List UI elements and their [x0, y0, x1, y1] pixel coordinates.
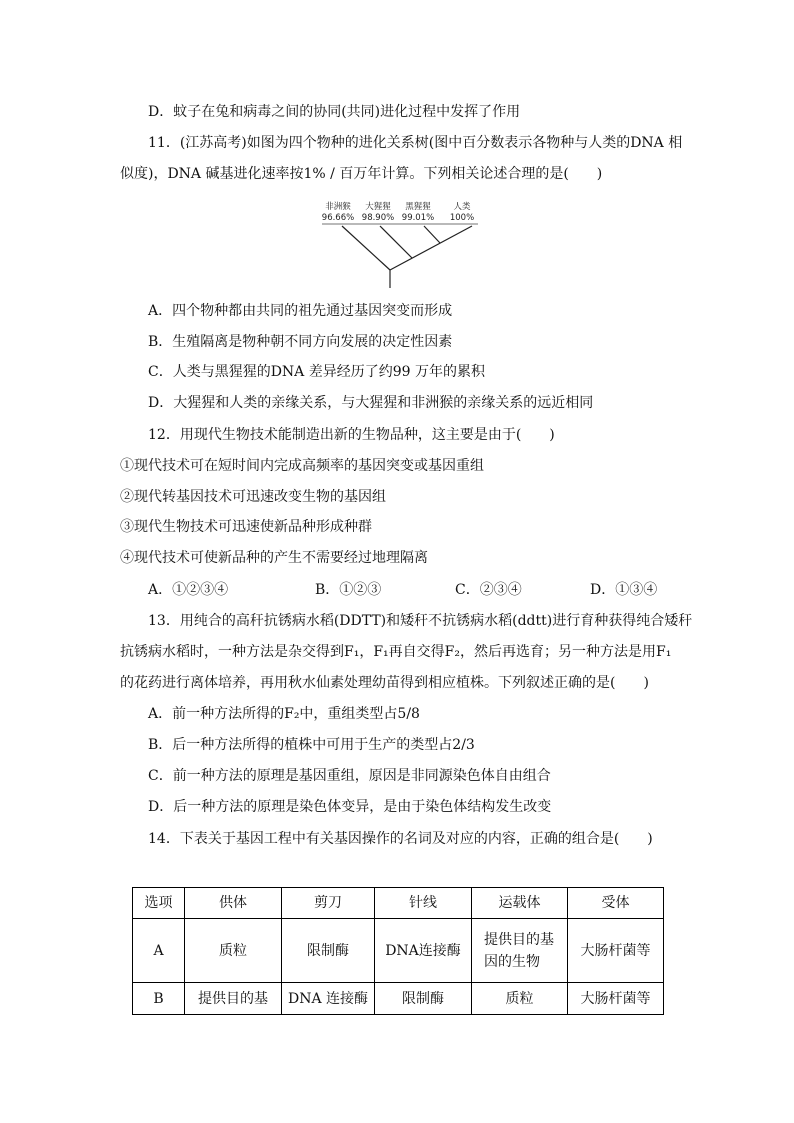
species-label-chimpanzee: 黑猩猩 — [405, 202, 431, 212]
header-scissors: 剪刀 — [282, 888, 375, 919]
q12-option-d: D．①③④ — [590, 582, 658, 598]
table-cell: A — [133, 919, 185, 983]
q14-stem: 14．下表关于基因工程中有关基因操作的名词及对应的内容，正确的组合是( ) — [148, 831, 653, 847]
q11-option-a: A．四个物种都由共同的祖先通过基因突变而形成 — [148, 303, 453, 319]
q13-option-d: D．后一种方法的原理是染色体变异，是由于染色体结构发生改变 — [148, 799, 552, 815]
q11-option-c: C．人类与黑猩猩的DNA 差异经历了约99 万年的累积 — [148, 364, 486, 380]
table-cell — [472, 919, 568, 983]
q11-option-d: D．大猩猩和人类的亲缘关系，与大猩猩和非洲猴的亲缘关系的远近相同 — [148, 395, 594, 411]
q13-option-c: C．前一种方法的原理是基因重组，原因是非同源染色体自由组合 — [148, 768, 551, 784]
header-recipient: 受体 — [568, 888, 664, 919]
table-header-row — [133, 888, 664, 919]
q13-stem-line-1: 13．用纯合的高秆抗锈病水稻(DDTT)和矮秆不抗锈病水稻(ddtt)进行育种获得纯合矮秆 — [148, 613, 693, 629]
q12-statement-3: ③现代生物技术可迅速使新品种形成种群 — [120, 519, 372, 535]
q12-option-a: A．①②③④ — [148, 582, 229, 598]
q10-option-d: D．蚊子在兔和病毒之间的协同(共同)进化过程中发挥了作用 — [148, 104, 521, 120]
q13-option-a: A．前一种方法所得的F₂中，重组类型占5/8 — [148, 706, 420, 722]
q13-stem-line-3: 的花药进行离体培养，再用秋水仙素处理幼苗得到相应植株。下列叙述正确的是( ) — [120, 675, 649, 691]
tree-branch-gorilla — [380, 226, 412, 258]
q12-stem: 12．用现代生物技术能制造出新的生物品种，这主要是由于( ) — [148, 427, 555, 443]
q12-statement-4: ④现代技术可使新品种的产生不需要经过地理隔离 — [120, 550, 428, 566]
header-option: 选项 — [133, 888, 185, 919]
similarity-label-gorilla: 98.90% — [361, 213, 395, 223]
similarity-label-human: 100% — [449, 213, 475, 223]
q11-stem-line-2: 似度)，DNA 碱基进化速率按1% / 百万年计算。下列相关论述合理的是( ) — [120, 166, 603, 182]
species-label-african-monkey: 非洲猴 — [325, 202, 351, 212]
table-cell: DNA 连接酶 — [282, 983, 375, 1015]
table-cell: 质粒 — [472, 983, 568, 1015]
table-cell: 限制酶 — [282, 919, 375, 983]
header-vector: 运载体 — [472, 888, 568, 919]
table-cell: 限制酶 — [375, 983, 472, 1015]
tree-branch-african-monkey — [342, 226, 390, 270]
header-needle-thread: 针线 — [375, 888, 472, 919]
table-cell: DNA连接酶 — [375, 919, 472, 983]
q12-option-b: B．①②③ — [315, 582, 382, 598]
species-label-gorilla: 大猩猩 — [365, 202, 391, 212]
species-label-human: 人类 — [453, 202, 471, 212]
table-cell: 提供目的基 — [185, 983, 282, 1015]
q11-option-b: B．生殖隔离是物种朝不同方向发展的决定性因素 — [148, 334, 453, 350]
q12-statement-1: ①现代技术可在短时间内完成高频率的基因突变或基因重组 — [120, 458, 484, 474]
table-cell: 大肠杆菌等 — [568, 983, 664, 1015]
table-cell: B — [133, 983, 185, 1015]
similarity-label-chimpanzee: 99.01% — [401, 213, 435, 223]
evolution-tree-figure — [300, 195, 500, 295]
q12-option-c: C．②③④ — [455, 582, 522, 598]
header-donor: 供体 — [185, 888, 282, 919]
table-cell: 大肠杆菌等 — [568, 919, 664, 983]
table-cell: 质粒 — [185, 919, 282, 983]
gene-engineering-table — [132, 887, 664, 1015]
q12-statement-2: ②现代转基因技术可迅速改变生物的基因组 — [120, 489, 386, 505]
q13-stem-line-2: 抗锈病水稻时，一种方法是杂交得到F₁，F₁再自交得F₂，然后再选育；另一种方法是用F₁ — [120, 644, 672, 660]
table-row — [133, 919, 664, 983]
table-row — [133, 983, 664, 1015]
q11-stem-line-1: 11．(江苏高考)如图为四个物种的进化关系树(图中百分数表示各物种与人类的DNA 相 — [148, 135, 683, 151]
table-cell-text: 提供目的基因的生物 — [484, 931, 554, 970]
similarity-label-african-monkey: 96.66% — [321, 213, 355, 223]
tree-branch-chimpanzee — [424, 226, 440, 243]
q13-option-b: B．后一种方法所得的植株中可用于生产的类型占2/3 — [148, 737, 475, 753]
